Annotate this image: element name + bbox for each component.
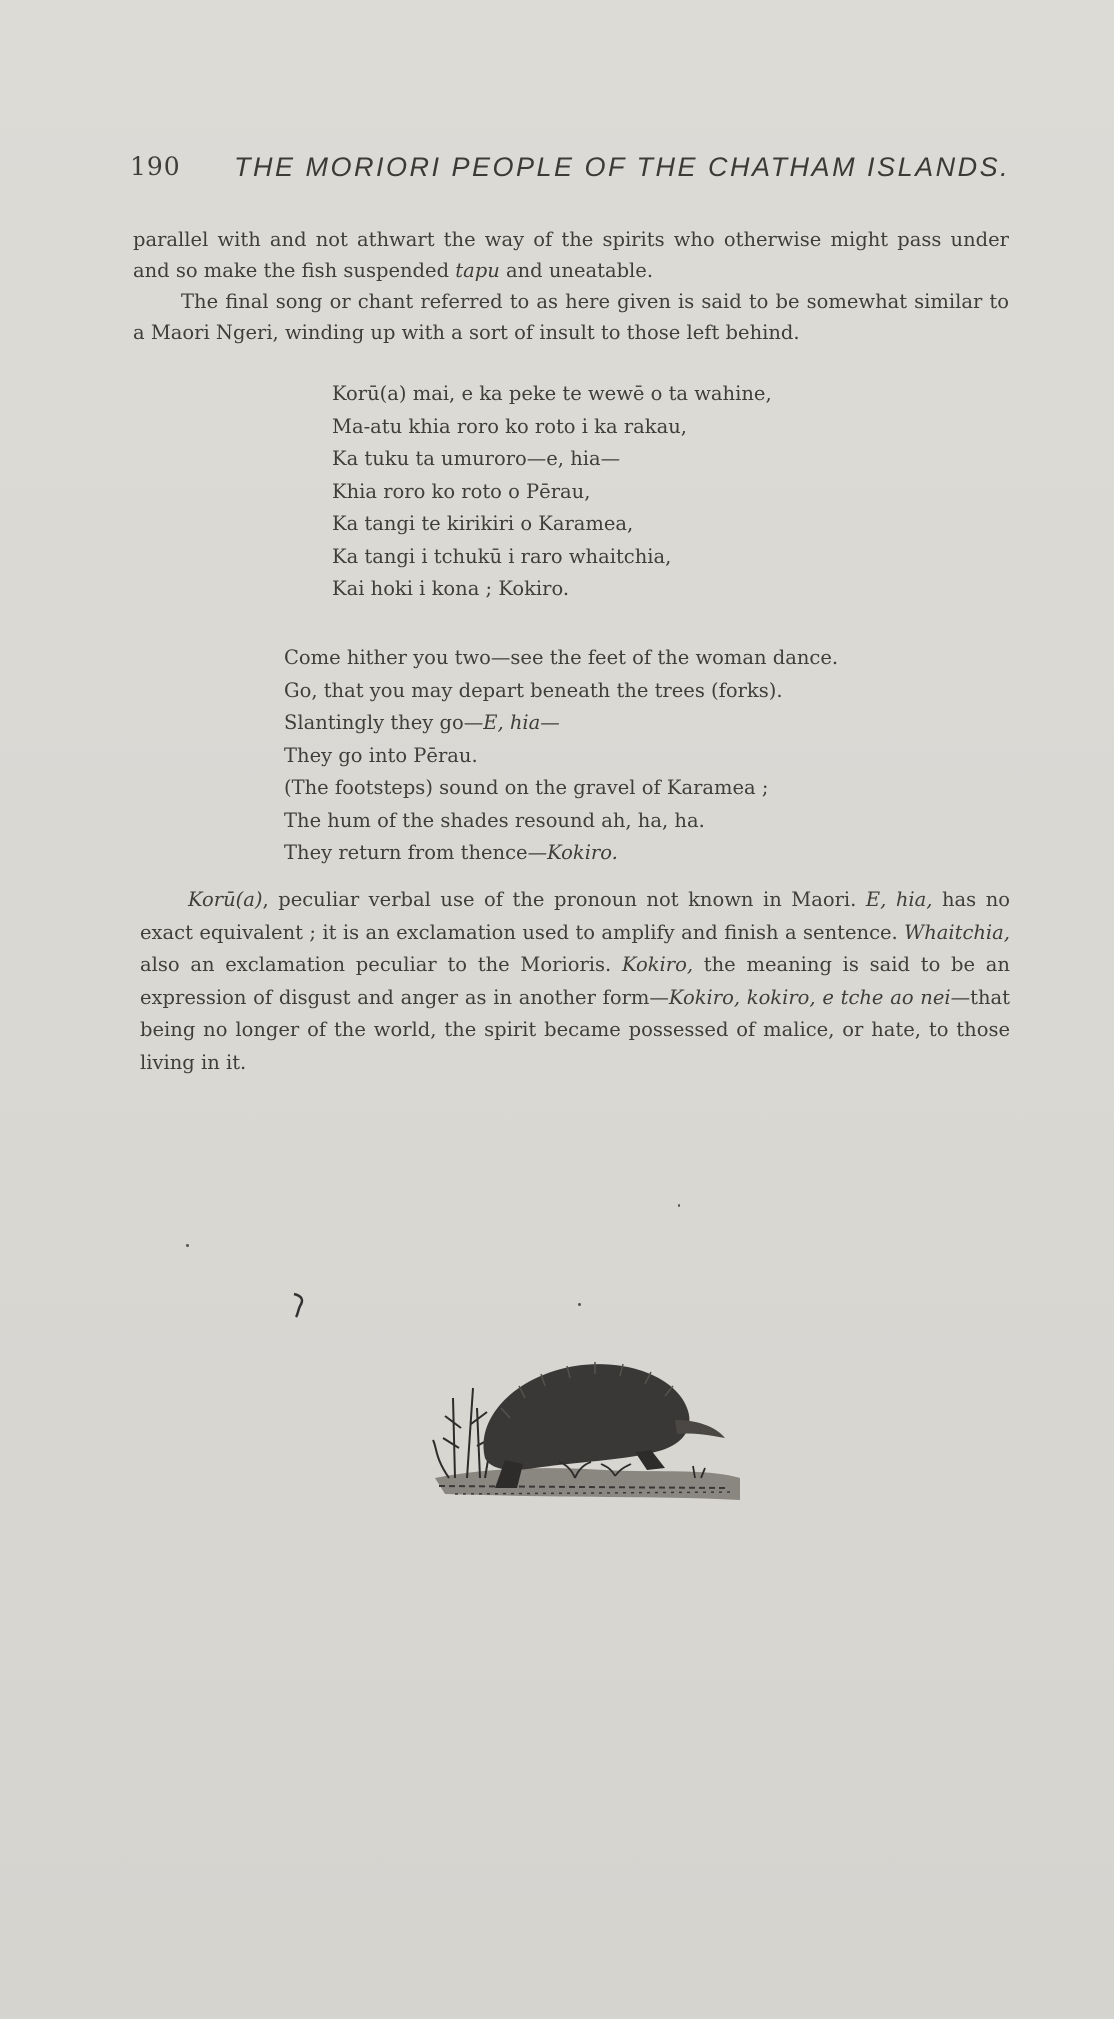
notes-text — [140, 884, 1010, 1079]
echidna-vignette-icon — [425, 1328, 745, 1508]
note-text: has no exact equivalent ; it is an exclamation used to amplify and finish a sentence. — [140, 888, 1010, 944]
note-term: Kokiro, — [621, 953, 694, 976]
paragraph-1-tapu: tapu — [455, 259, 500, 282]
notes-paragraph — [140, 884, 1010, 1079]
verse-line: Ka tuku ta umuroro—e, hia— — [332, 447, 621, 470]
verse-english — [284, 642, 838, 870]
verse-en-line — [284, 837, 838, 870]
page-number: 190 — [130, 152, 181, 181]
paper-speck — [678, 1204, 680, 1207]
verse-line: Ka tangi te kirikiri o Karamea, — [332, 512, 634, 535]
verse-en-line: Go, that you may depart beneath the trees (forks). — [284, 678, 783, 702]
verse-line: Korū(a) mai, e ka peke te wewē o ta wahine, — [332, 382, 772, 405]
verse-line: Kai hoki i kona ; Kokiro. — [332, 577, 570, 600]
note-term: Whaitchia, — [904, 920, 1010, 944]
verse-en-italic: E, hia— — [483, 711, 560, 734]
paper-speck — [578, 1303, 581, 1306]
note-text: , peculiar verbal use of the pronoun not known in Maori. — [262, 888, 866, 911]
paragraph-2: The final song or chant referred to as here given is said to be somewhat similar to a Maori Ngeri, winding up with a sort of insult to those left behind. — [133, 290, 1009, 344]
paragraph-1-text-a: parallel with and not athwart the way of the spirits who otherwise might pass under and so make the fish suspended — [133, 228, 1009, 282]
verse-line: Ma-atu khia roro ko roto i ka rakau, — [332, 414, 687, 438]
note-text: —that being no longer of the world, the spirit became possessed of malice, or hate, to those living in it. — [140, 985, 1010, 1074]
verse-en-line: They go into Pērau. — [284, 743, 478, 767]
note-text: the meaning is said to be an expression of disgust and anger as in another form— — [140, 953, 1010, 1009]
verse-en-line: Come hither you two—see the feet of the woman dance. — [284, 646, 839, 669]
verse-en-text: Slantingly they go— — [284, 711, 484, 734]
verse-moriori — [332, 378, 772, 606]
paragraph-1-text-b: and uneatable. — [499, 259, 654, 282]
verse-line: Khia roro ko roto o Pērau, — [332, 479, 591, 503]
running-head: THE MORIORI PEOPLE OF THE CHATHAM ISLANDS. — [234, 152, 1011, 182]
paper-speck — [186, 1244, 189, 1247]
note-term: Kokiro, kokiro, e tche ao nei — [668, 985, 951, 1009]
body-text — [133, 224, 1009, 348]
verse-en-text: They return from thence— — [284, 841, 548, 864]
paragraph-1 — [133, 224, 1009, 286]
ink-mark-icon — [290, 1290, 310, 1320]
page-header — [130, 152, 1011, 192]
verse-en-line: The hum of the shades resound ah, ha, ha. — [284, 808, 705, 832]
verse-line: Ka tangi i tchukū i raro whaitchia, — [332, 544, 672, 568]
verse-en-line — [284, 707, 838, 740]
note-text: also an exclamation peculiar to the Morioris. — [140, 953, 622, 976]
verse-en-line: (The footsteps) sound on the gravel of Karamea ; — [284, 776, 769, 799]
note-term: Korū(a) — [188, 888, 263, 911]
verse-en-italic: Kokiro. — [547, 841, 618, 864]
note-term: E, hia, — [865, 888, 933, 911]
